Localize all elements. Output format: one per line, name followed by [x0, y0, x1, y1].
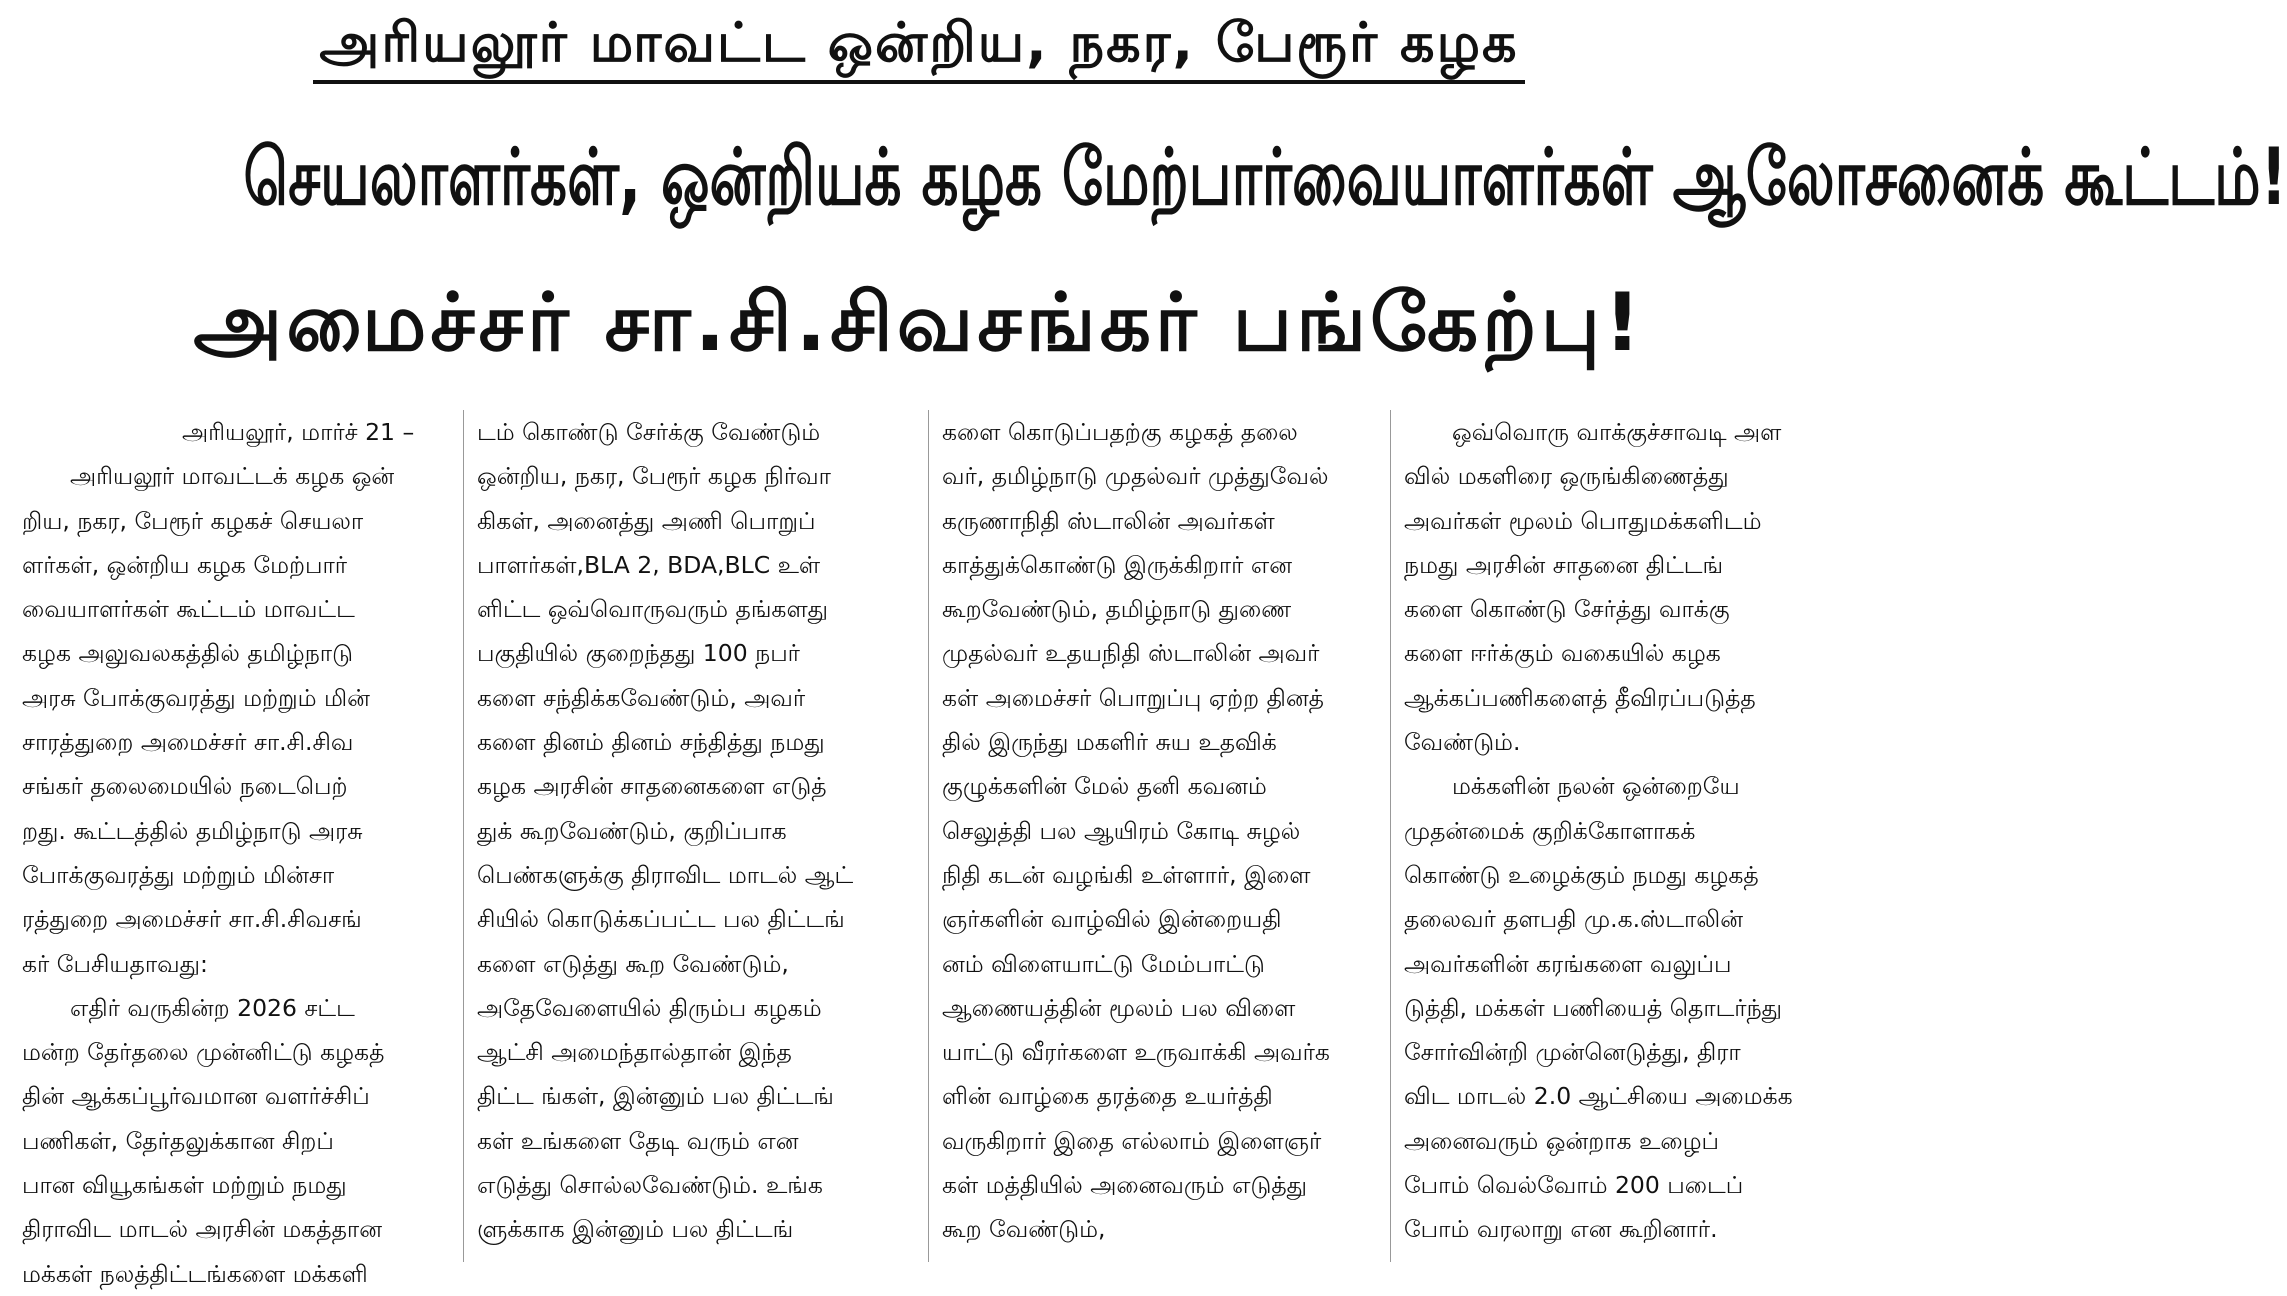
text-line: னம் விளையாட்டு மேம்பாட்டு	[942, 949, 1265, 978]
text-line: திராவிட மாடல் அரசின் மகத்தான	[22, 1215, 382, 1244]
text-line: முதன்மைக் குறிக்கோளாகக்	[1404, 816, 1696, 845]
text-column-1	[8, 410, 463, 1288]
text-line: ரத்துறை அமைச்சர் சா.சி.சிவசங்	[22, 905, 362, 934]
text-line: சாரத்துறை அமைச்சர் சா.சி.சிவ	[22, 728, 354, 757]
text-line: சங்கர் தலைமையில் நடைபெற்	[22, 772, 348, 801]
dateline: அரியலூர், மார்ச் 21 –	[182, 418, 415, 446]
text-line: போம் வரலாறு என கூறினார்.	[1404, 1215, 1718, 1244]
text-line: ளின் வாழ்கை தரத்தை உயர்த்தி	[942, 1082, 1273, 1111]
text-line: குழுக்களின் மேல் தனி கவனம்	[942, 772, 1267, 801]
text-line: சோர்வின்றி முன்னெடுத்து, திரா	[1404, 1038, 1741, 1067]
text-line: போம் வெல்வோம் 200 படைப்	[1404, 1171, 1744, 1200]
text-line: தலைவர் தளபதி மு.க.ஸ்டாலின்	[1404, 905, 1744, 934]
article-subheadline: அமைச்சர் சா.சி.சிவசங்கர் பங்கேற்பு!	[193, 276, 1645, 369]
text-line: திட்ட ங்கள், இன்னும் பல திட்டங்	[477, 1082, 834, 1111]
text-line: அதேவேளையில் திரும்ப கழகம்	[477, 993, 822, 1022]
text-line: கூற வேண்டும்,	[942, 1215, 1106, 1244]
text-column-3	[928, 410, 1390, 1262]
text-line: ஆட்சி அமைந்தால்தான் இந்த	[477, 1038, 792, 1067]
text-line: அவர்கள் மூலம் பொதுமக்களிடம்	[1404, 506, 1762, 535]
text-line: விட மாடல் 2.0 ஆட்சியை அமைக்க	[1404, 1082, 1793, 1111]
text-line: மக்களின் நலன் ஒன்றையே	[1452, 772, 1740, 801]
text-line: றது. கூட்டத்தில் தமிழ்நாடு அரசு	[22, 816, 363, 845]
text-line: பான வியூகங்கள் மற்றும் நமது	[22, 1171, 347, 1200]
text-line: செலுத்தி பல ஆயிரம் கோடி சுழல்	[942, 816, 1301, 845]
text-line: தில் இருந்து மகளிர் சுய உதவிக்	[942, 728, 1277, 757]
text-line: காத்துக்கொண்டு இருக்கிறார் என	[942, 550, 1293, 579]
text-line: டுத்தி, மக்கள் பணியைத் தொடர்ந்து	[1404, 993, 1783, 1022]
text-line: கருணாநிதி ஸ்டாலின் அவர்கள்	[942, 506, 1275, 535]
text-line: பாளர்கள்,BLA 2, BDA,BLC உள்	[477, 550, 821, 579]
text-line: றிய, நகர, பேரூர் கழகச் செயலா	[22, 506, 364, 535]
text-line: ஒன்றிய, நகர, பேரூர் கழக நிர்வா	[477, 462, 831, 491]
text-line: களை கொண்டு சேர்த்து வாக்கு	[1404, 595, 1730, 624]
text-line: கள் மத்தியில் அனைவரும் எடுத்து	[942, 1171, 1308, 1200]
text-line: ளர்கள், ஒன்றிய கழக மேற்பார்	[22, 550, 348, 579]
text-line: ஞர்களின் வாழ்வில் இன்றையதி	[942, 905, 1282, 934]
text-line: முதல்வர் உதயநிதி ஸ்டாலின் அவர்	[942, 639, 1320, 668]
text-line: களை எடுத்து கூற வேண்டும்,	[477, 949, 789, 978]
text-line: பெண்களுக்கு திராவிட மாடல் ஆட்	[477, 860, 854, 889]
text-line: கொண்டு உழைக்கும் நமது கழகத்	[1404, 860, 1759, 889]
text-line: துக் கூறவேண்டும், குறிப்பாக	[477, 816, 787, 845]
text-line: அவர்களின் கரங்களை வலுப்ப	[1404, 949, 1732, 978]
article-body	[8, 410, 1830, 1288]
text-line: ஆக்கப்பணிகளைத் தீவிரப்படுத்த	[1404, 683, 1756, 712]
text-line: ஆணையத்தின் மூலம் பல விளை	[942, 993, 1296, 1022]
text-line: மக்கள் நலத்திட்டங்களை மக்களி	[22, 1259, 368, 1288]
text-line: கூறவேண்டும், தமிழ்நாடு துணை	[942, 595, 1292, 624]
text-line: யாட்டு வீரர்களை உருவாக்கி அவர்க	[942, 1038, 1330, 1067]
text-line: கழக அரசின் சாதனைகளை எடுத்	[477, 772, 827, 801]
text-line: டம் கொண்டு சேர்க்கு வேண்டும்	[477, 418, 821, 446]
text-line: வருகிறார் இதை எல்லாம் இளைஞர்	[942, 1126, 1322, 1155]
text-line: அனைவரும் ஒன்றாக உழைப்	[1404, 1126, 1720, 1155]
text-line: வில் மகளிரை ஒருங்கிணைத்து	[1404, 462, 1729, 491]
article-headline: செயலாளர்கள், ஒன்றியக் கழக மேற்பார்வையாளர்கள் ஆலோசனைக் கூட்டம்!	[243, 133, 2287, 223]
text-line: அரசு போக்குவரத்து மற்றும் மின்	[22, 683, 370, 712]
text-line: ளிட்ட ஒவ்வொருவரும் தங்களது	[477, 595, 829, 624]
text-line: எதிர் வருகின்ற 2026 சட்ட	[70, 993, 355, 1022]
text-line: நிதி கடன் வழங்கி உள்ளார், இளை	[942, 860, 1311, 889]
text-line: அரியலூர் மாவட்டக் கழக ஒன்	[70, 462, 395, 491]
text-line: களை ஈர்க்கும் வகையில் கழக	[1404, 639, 1721, 668]
text-line: கழக அலுவலகத்தில் தமிழ்நாடு	[22, 639, 354, 668]
text-line: கர் பேசியதாவது:	[22, 949, 208, 978]
text-line: ஒவ்வொரு வாக்குச்சாவடி அள	[1452, 418, 1782, 446]
text-line: கள் உங்களை தேடி வரும் என	[477, 1126, 799, 1155]
text-line: கிகள், அனைத்து அணி பொறுப்	[477, 506, 816, 535]
text-line: வேண்டும்.	[1404, 728, 1521, 757]
text-line: களை தினம் தினம் சந்தித்து நமது	[477, 728, 825, 757]
text-line: மன்ற தேர்தலை முன்னிட்டு கழகத்	[22, 1038, 385, 1067]
article-kicker	[0, 8, 1838, 84]
text-line: போக்குவரத்து மற்றும் மின்சா	[22, 860, 335, 889]
text-line: பகுதியில் குறைந்தது 100 நபர்	[477, 639, 800, 668]
text-line: நமது அரசின் சாதனை திட்டங்	[1404, 550, 1724, 579]
text-line: வையாளர்கள் கூட்டம் மாவட்ட	[22, 595, 355, 624]
text-line: களை சந்திக்கவேண்டும், அவர்	[477, 683, 806, 712]
kicker-text: அரியலூர் மாவட்ட ஒன்றிய, நகர, பேரூர் கழக	[313, 8, 1524, 84]
text-line: ளுக்காக இன்னும் பல திட்டங்	[477, 1215, 794, 1244]
text-column-4	[1390, 410, 1830, 1262]
text-line: கள் அமைச்சர் பொறுப்பு ஏற்ற தினத்	[942, 683, 1324, 712]
text-line: பணிகள், தேர்தலுக்கான சிறப்	[22, 1126, 334, 1155]
text-column-2	[463, 410, 928, 1262]
text-line: வர், தமிழ்நாடு முதல்வர் முத்துவேல்	[942, 462, 1329, 491]
text-line: எடுத்து சொல்லவேண்டும். உங்க	[477, 1171, 823, 1200]
text-line: களை கொடுப்பதற்கு கழகத் தலை	[942, 418, 1298, 446]
text-line: சியில் கொடுக்கப்பட்ட பல திட்டங்	[477, 905, 845, 934]
text-line: தின் ஆக்கப்பூர்வமான வளர்ச்சிப்	[22, 1082, 370, 1111]
